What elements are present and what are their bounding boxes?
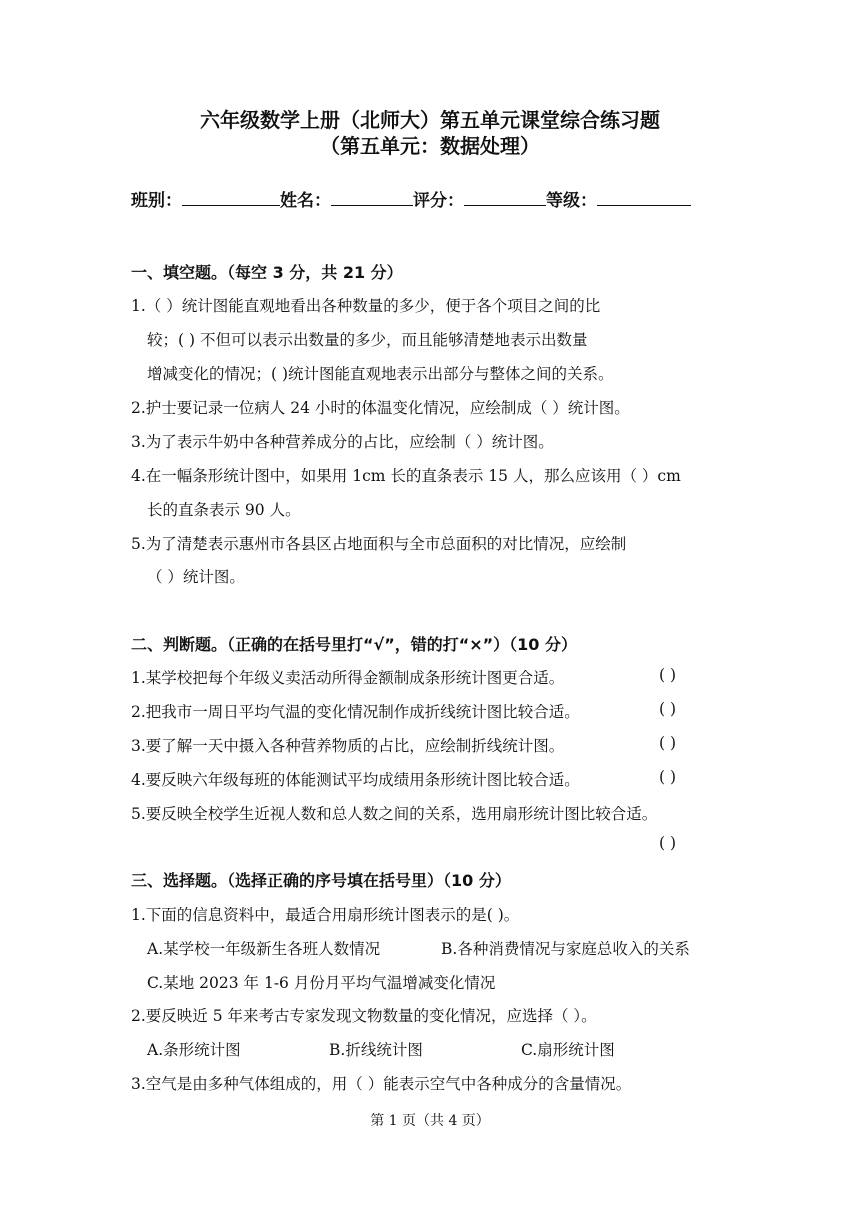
choice-q2-option-b: B.折线统计图	[329, 1041, 423, 1059]
fill-q1-line2: 较；( ) 不但可以表示出数量的多少，而且能够清楚地表示出数量	[147, 331, 588, 349]
choice-q1-option-b: B.各种消费情况与家庭总收入的关系	[441, 940, 690, 958]
judge-q2: 2.把我市一周日平均气温的变化情况制作成折线统计图比较合适。	[131, 703, 580, 721]
section3-heading: 三、选择题。（选择正确的序号填在括号里）（10 分）	[131, 871, 511, 890]
choice-q2-option-c: C.扇形统计图	[521, 1041, 615, 1059]
judge-q2-answer[interactable]: ( )	[659, 700, 677, 718]
fill-q1-line3: 增减变化的情况；( )统计图能直观地表示出部分与整体之间的关系。	[147, 365, 614, 383]
fill-q4-line2: 长的直条表示 90 人。	[147, 501, 301, 519]
class-label: 班别：	[131, 191, 182, 211]
judge-q3: 3.要了解一天中摄入各种营养物质的占比，应绘制折线统计图。	[131, 737, 565, 755]
name-field[interactable]	[331, 189, 413, 206]
score-field[interactable]	[464, 189, 546, 206]
choice-q1: 1.下面的信息资料中，最适合用扇形统计图表示的是( )。	[131, 906, 520, 924]
choice-q2: 2.要反映近 5 年来考古专家发现文物数量的变化情况，应选择（ ）。	[131, 1007, 597, 1025]
fill-q4-line1: 4.在一幅条形统计图中，如果用 1cm 长的直条表示 15 人，那么应该用（ ）cm	[131, 467, 681, 485]
grade-label: 等级：	[546, 191, 597, 211]
section1-heading: 一、填空题。（每空 3 分，共 21 分）	[131, 263, 403, 282]
choice-q1-option-a: A.某学校一年级新生各班人数情况	[147, 940, 381, 958]
name-label: 姓名：	[280, 191, 331, 211]
page-subtitle: （第五单元：数据处理）	[320, 134, 540, 158]
class-field[interactable]	[182, 189, 280, 206]
judge-q4-answer[interactable]: ( )	[659, 768, 677, 786]
judge-q5: 5.要反映全校学生近视人数和总人数之间的关系，选用扇形统计图比较合适。	[131, 805, 658, 823]
judge-q4: 4.要反映六年级每班的体能测试平均成绩用条形统计图比较合适。	[131, 771, 580, 789]
judge-q1: 1.某学校把每个年级义卖活动所得金额制成条形统计图更合适。	[131, 669, 565, 687]
fill-q5-line1: 5.为了清楚表示惠州市各县区占地面积与全市总面积的对比情况，应绘制	[131, 535, 627, 553]
choice-q3: 3.空气是由多种气体组成的，用（ ）能表示空气中各种成分的含量情况。	[131, 1075, 632, 1093]
fill-q3: 3.为了表示牛奶中各种营养成分的占比，应绘制（ ）统计图。	[131, 433, 554, 451]
fill-q2: 2.护士要记录一位病人 24 小时的体温变化情况，应绘制成（ ）统计图。	[131, 399, 630, 417]
judge-q3-answer[interactable]: ( )	[659, 734, 677, 752]
judge-q5-answer[interactable]: ( )	[659, 834, 677, 852]
page-title: 六年级数学上册（北师大）第五单元课堂综合练习题	[200, 108, 660, 132]
choice-q2-option-a: A.条形统计图	[147, 1041, 241, 1059]
choice-q1-option-c: C.某地 2023 年 1-6 月份月平均气温增减变化情况	[147, 974, 496, 992]
section2-heading: 二、判断题。（正确的在括号里打“√”，错的打“×”）（10 分）	[131, 635, 577, 654]
student-info-row	[131, 186, 691, 211]
grade-field[interactable]	[597, 189, 691, 206]
fill-q5-line2: （ ）统计图。	[147, 568, 245, 586]
fill-q1-line1: 1.（ ）统计图能直观地看出各种数量的多少，便于各个项目之间的比	[131, 297, 601, 315]
page-footer: 第 1 页（共 4 页）	[370, 1113, 490, 1129]
score-label: 评分：	[413, 191, 464, 211]
judge-q1-answer[interactable]: ( )	[659, 666, 677, 684]
